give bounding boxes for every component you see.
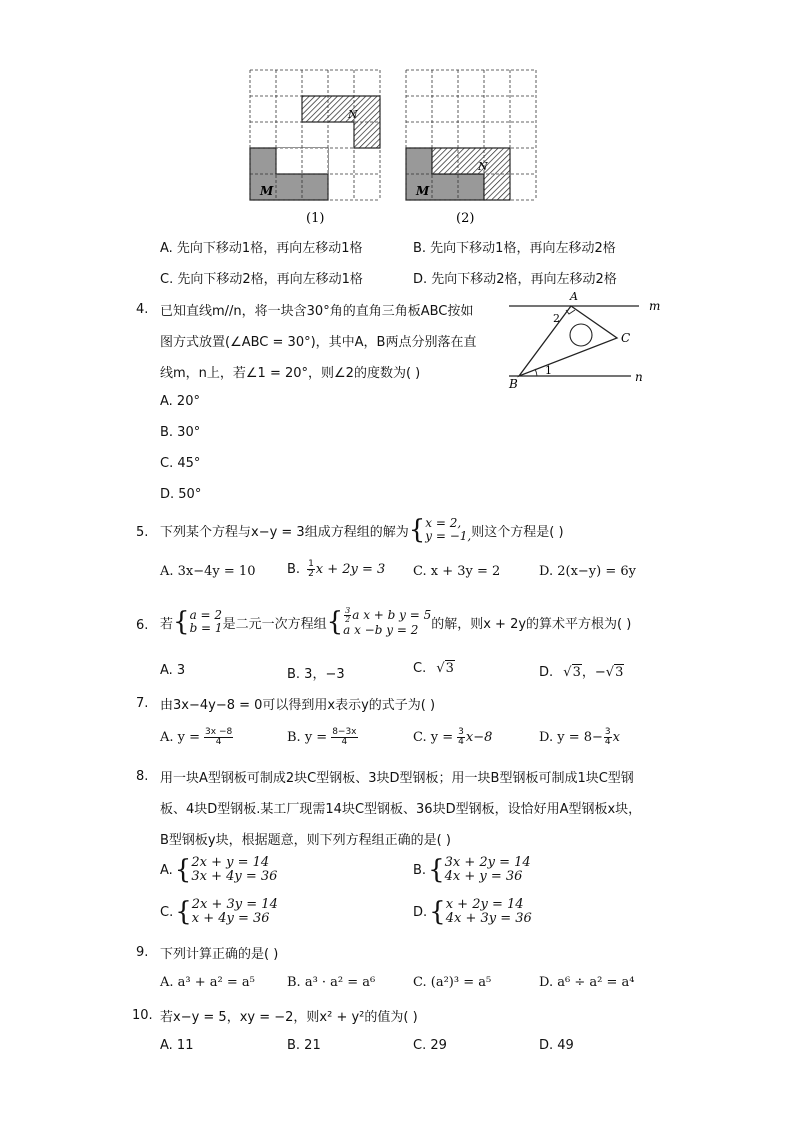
q7-opt-c-num: 3 (458, 727, 464, 737)
q7-opt-d-rest: x (612, 730, 620, 745)
q6-option-c (413, 661, 455, 676)
q8-number: 8. (136, 769, 149, 784)
label-m-1: M (260, 184, 274, 198)
q6-option-d (539, 661, 624, 680)
q6-number: 6. (136, 618, 149, 633)
q5-opt-b-fraction (307, 560, 315, 579)
q5-text-b: 则这个方程是( ) (471, 524, 564, 540)
q7-number: 7. (136, 696, 149, 711)
q5-option-a: A. 3x−4y = 10 (160, 564, 256, 579)
q6-text-a: 若 (160, 616, 174, 632)
q9-option-a: A. a³ + a² = a⁵ (160, 975, 255, 990)
q6-system-1 (190, 609, 223, 635)
q5-text-a: 下列某个方程与x−y = 3组成方程组的解为 (160, 524, 409, 540)
q6-sys2-top-rest: a x + b y = 5 (352, 608, 432, 622)
q7-opt-a-frac (204, 728, 233, 747)
fig-label-n: n (635, 370, 643, 384)
q5-opt-b-rest: x + 2y = 3 (315, 562, 386, 577)
q7-opt-c-rest: x−8 (465, 730, 493, 745)
q6-sys1-bot: b = 1 (189, 621, 223, 635)
q6-sys2-num: 3 (345, 606, 351, 615)
q7-option-c (413, 728, 492, 747)
q7-option-a (160, 728, 234, 747)
q6-sys2-top (343, 607, 431, 624)
q6-sys1-top: a = 2 (189, 608, 223, 622)
fig-label-b: B (509, 377, 518, 391)
q8-opt-a-brace: { (174, 855, 192, 885)
q4-text-line2: 图方式放置(∠ABC = 30°)，其中A，B两点分别落在直 (160, 335, 477, 350)
q6-sys2-bot: a x −b y = 2 (343, 623, 419, 637)
q4-option-a: A. 20° (160, 394, 200, 409)
q8-opt-b-system (445, 856, 531, 884)
q5-system (425, 517, 471, 543)
triangle-parallel-lines-figure (505, 288, 665, 392)
q8-opt-a-label: A. (160, 862, 173, 878)
q6-opt-d-sqrt-1: √3 (563, 665, 581, 680)
grid-2 (406, 70, 536, 200)
label-n-1: N (348, 108, 358, 121)
q8-opt-c-top: 2x + 3y = 14 (191, 897, 278, 912)
q9-option-c: C. (a²)³ = a⁵ (413, 975, 492, 990)
q8-opt-d-bot: 4x + 3y = 36 (445, 911, 532, 926)
q6-opt-d-radicand-2: 3 (615, 665, 624, 680)
q3-option-c: C. 先向下移动2格，再向左移动1格 (160, 272, 363, 287)
q8-opt-c-brace: { (175, 897, 192, 927)
q5-sys-bot: y = −1, (425, 529, 472, 543)
q6-sys2-den: 2 (345, 615, 351, 624)
q8-text-line1: 用一块A型钢板可制成2块C型钢板、3块D型钢板；用一块B型钢板可制成1块C型钢 (160, 771, 634, 786)
q7-opt-c-prefix: C. y = (413, 730, 454, 745)
q5-opt-b-den: 2 (308, 569, 314, 579)
q8-option-d (413, 898, 532, 926)
q6-opt-d-sep: ，− (581, 665, 606, 680)
q7-opt-c-frac (457, 728, 465, 747)
q8-opt-a-bot: 3x + 4y = 36 (191, 869, 278, 884)
q7-opt-d-num: 3 (604, 727, 611, 737)
q7-opt-d-prefix: D. y = 8− (539, 730, 603, 745)
q8-opt-a-system (191, 856, 277, 884)
q3-option-b: B. 先向下移动1格，再向左移动2格 (413, 241, 616, 256)
translation-grid-figure (240, 64, 550, 230)
q7-opt-b-den: 4 (341, 737, 348, 747)
q5-number: 5. (136, 525, 149, 540)
q8-option-b (413, 856, 531, 884)
q5-option-d: D. 2(x−y) = 6y (539, 564, 636, 579)
q5-option-b (287, 560, 385, 579)
q6-opt-d-sqrt-2: √3 (605, 665, 624, 680)
q7-opt-a-den: 4 (215, 737, 222, 747)
q7-text: 由3x−4y−8 = 0可以得到用x表示y的式子为( ) (160, 698, 436, 713)
q9-number: 9. (136, 945, 149, 960)
q5-option-c: C. x + 3y = 2 (413, 564, 501, 579)
q6-brace-1: { (173, 607, 190, 637)
q10-option-b: B. 21 (287, 1038, 321, 1053)
q9-option-b: B. a³ · a² = a⁶ (287, 975, 376, 990)
q8-opt-b-bot: 4x + y = 36 (444, 869, 523, 884)
q10-text: 若x−y = 5，xy = −2，则x² + y²的值为( ) (160, 1010, 418, 1025)
q5-stem (160, 512, 564, 548)
q5-opt-b-num: 1 (308, 559, 314, 569)
grid-label-2: (2) (456, 211, 475, 226)
q8-text-line2: 板、4块D型钢板.某工厂现需14块C型钢板、36块D型钢板，设恰好用A型钢板x块， (160, 802, 642, 817)
q6-opt-d-label: D. (539, 665, 554, 680)
q4-option-d: D. 50° (160, 487, 202, 502)
q7-opt-b-frac (331, 728, 357, 747)
q3-option-d: D. 先向下移动2格，再向左移动2格 (413, 272, 617, 287)
q6-opt-d-radicand-1: 3 (572, 665, 581, 680)
q6-sys2-frac (344, 607, 351, 624)
q7-opt-d-frac (604, 728, 612, 747)
q6-text-b: 是二元一次方程组 (222, 616, 327, 632)
q6-text-c: 的解，则x + 2y的算术平方根为( ) (431, 616, 632, 632)
q7-opt-b-num: 8−3x (332, 727, 357, 737)
q7-opt-b-prefix: B. y = (287, 730, 328, 745)
q8-opt-c-label: C. (160, 904, 174, 920)
q8-option-c (160, 898, 278, 926)
q6-opt-c-radicand: 3 (445, 661, 454, 676)
q8-opt-b-brace: { (428, 855, 445, 885)
q9-text: 下列计算正确的是( ) (160, 947, 279, 962)
q8-opt-d-top: x + 2y = 14 (445, 897, 524, 912)
q8-opt-b-label: B. (413, 862, 427, 878)
fig-label-m: m (649, 299, 661, 313)
q8-opt-d-system (446, 898, 532, 926)
q8-opt-c-system (192, 898, 278, 926)
q8-opt-d-brace: { (429, 897, 446, 927)
q8-opt-c-bot: x + 4y = 36 (191, 911, 270, 926)
q4-text-line3: 线m，n上，若∠1 = 20°，则∠2的度数为( ) (160, 366, 421, 381)
q7-opt-a-num: 3x −8 (205, 727, 233, 737)
q7-opt-c-den: 4 (458, 737, 464, 747)
fig-label-a: A (570, 290, 578, 303)
q9-option-d: D. a⁶ ÷ a² = a⁴ (539, 975, 635, 990)
grid-label-1: (1) (306, 211, 325, 226)
q7-option-d (539, 728, 620, 747)
q6-brace-2: { (326, 607, 344, 637)
q10-option-a: A. 11 (160, 1038, 194, 1053)
q6-option-a: A. 3 (160, 663, 186, 678)
q10-option-d: D. 49 (539, 1038, 574, 1053)
q3-option-a: A. 先向下移动1格，再向左移动1格 (160, 241, 363, 256)
q8-opt-b-top: 3x + 2y = 14 (444, 855, 531, 870)
q6-opt-c-label: C. (413, 661, 427, 676)
q7-option-b (287, 728, 359, 747)
q7-opt-a-prefix: A. y = (160, 730, 201, 745)
label-n-2: N (478, 160, 488, 173)
q4-option-c: C. 45° (160, 456, 201, 471)
q5-brace: { (408, 515, 426, 545)
q6-option-b: B. 3，−3 (287, 667, 345, 682)
q5-sys-top: x = 2, (425, 516, 462, 530)
q6-opt-c-sqrt: √3 (436, 661, 454, 676)
q5-opt-b-label: B. (287, 562, 301, 577)
q7-opt-d-den: 4 (604, 737, 611, 747)
q4-number: 4. (136, 302, 149, 317)
q4-option-b: B. 30° (160, 425, 201, 440)
grid-1 (250, 70, 380, 200)
q4-text-line1: 已知直线m//n，将一块含30°角的直角三角板ABC按如 (160, 304, 474, 319)
fig-label-1: 1 (545, 364, 552, 377)
q8-text-line3: B型钢板y块，根据题意，则下列方程组正确的是( ) (160, 833, 451, 848)
q10-number: 10. (132, 1008, 153, 1023)
q6-system-2 (343, 607, 431, 637)
q6-stem (160, 602, 631, 642)
q10-option-c: C. 29 (413, 1038, 447, 1053)
q8-opt-d-label: D. (413, 904, 428, 920)
q8-opt-a-top: 2x + y = 14 (191, 855, 270, 870)
fig-label-2: 2 (553, 312, 560, 325)
fig-label-c: C (621, 331, 631, 345)
label-m-2: M (416, 184, 430, 198)
q8-option-a (160, 856, 277, 884)
